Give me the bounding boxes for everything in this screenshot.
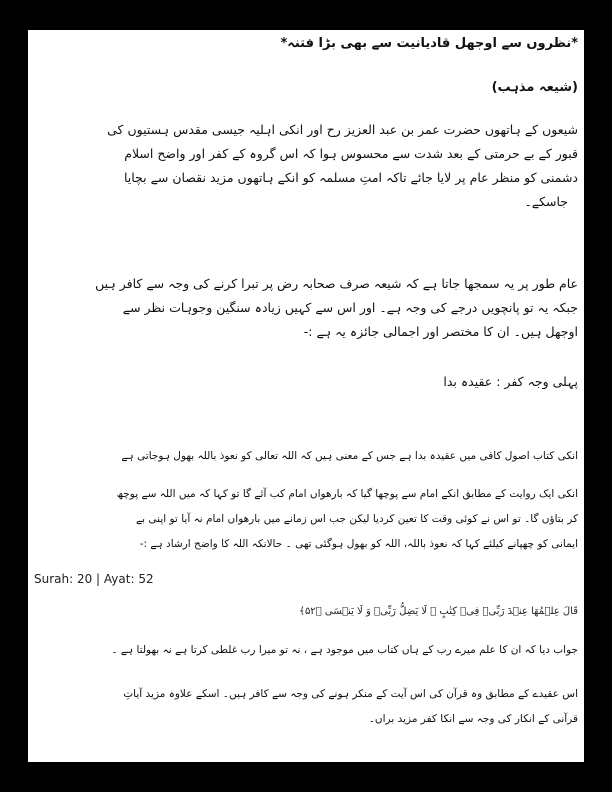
paragraph-2-line-2: جبکہ یہ تو پانچویں درجے کی وجہ ہے۔ اور اس سے کہیں زیادہ سنگین وجوہات نظر سے (122, 300, 578, 315)
surah-reference: Surah: 20 | Ayat: 52 (34, 572, 154, 586)
paragraph-1-line-1: شیعوں کے ہاتھوں حضرت عمر بن عبد العزیز رح اور انکی اہلیہ جیسی مقدس ہستیوں کی (107, 122, 578, 137)
paragraph-1-line-4: جاسکے۔ (524, 194, 568, 209)
paragraph-4-line-3: ایمانی کو چھپانے کیلئے کہا کہ نعوذ باللہ، اللہ کو بھول ہوگئی تھی ۔ حالانکہ اللہ کا واضح ارشاد ہے :- (139, 538, 578, 550)
paragraph-4-line-2: کر بتاؤں گا۔ تو اس نے کوئی وقت کا تعین کردیا لیکن جب اس زمانے میں بارھواں امام نہ آیا تو اپنی بے (136, 513, 578, 525)
paragraph-5: جواب دیا کہ ان کا علم میرے رب کے ہاں کتاب میں موجود ہے ، نہ تو میرا رب غلطی کرتا ہے نہ بھولتا ہے ۔ (111, 644, 578, 656)
paragraph-4-line-1: انکی ایک روایت کے مطابق انکے امام سے پوچھا گیا کہ بارھواں امام کب آئے گا تو کہا کہ میں اللہ سے پوچھ (116, 488, 578, 500)
paragraph-1-line-2: قبور کے بے حرمتی کے بعد شدت سے محسوس ہوا کہ اس گروہ کے کفر اور واضح اسلام (124, 146, 578, 161)
paragraph-1-line-3: دشمنی کو منظر عام پر لایا جائے تاکہ امتِ مسلمہ کو انکے ہاتھوں مزید نقصان سے بچایا (123, 170, 578, 185)
document-subtitle: (شیعہ مذہب) (491, 80, 578, 95)
document-title: *نظروں سے اوجھل قادیانیت سے بھی بڑا فتنہ* (280, 36, 578, 51)
paragraph-2-line-3: اوجھل ہیں۔ ان کا مختصر اور اجمالی جائزہ یہ ہے :- (303, 324, 578, 339)
paragraph-3: انکی کتاب اصول کافی میں عقیدہ بدا ہے جس کے معنی ہیں کہ اللہ تعالی کو نعوذ باللہ بھول ہوجاتی ہے (121, 450, 578, 462)
paragraph-6-line-1: اس عقیدے کے مطابق وہ قرآن کی اس آیت کے منکر ہونے کی وجہ سے کافر ہیں۔ اسکے علاوہ مزید آیاتِ (123, 688, 578, 700)
paragraph-6-line-2: قرآنی کے انکار کی وجہ سے انکا کفر مزید براں۔ (368, 713, 578, 725)
section-heading: پہلی وجہ کفر : عقیدہ بدا (443, 374, 578, 389)
paragraph-2-line-1: عام طور پر یہ سمجھا جاتا ہے کہ شیعہ صرف صحابہ رض پر تبرا کرنے کی وجہ سے کافر ہیں (95, 276, 578, 291)
quran-verse: قَالَ عِلۡمُهَا عِنۡدَ رَبِّىۡ فِىۡ كِتٰبٍ‌ ۚ لَا يَضِلُّ رَبِّىۡ وَ لَا يَنۡسَى ﴿۵۲﴾ (299, 606, 578, 617)
document-page (28, 30, 584, 762)
